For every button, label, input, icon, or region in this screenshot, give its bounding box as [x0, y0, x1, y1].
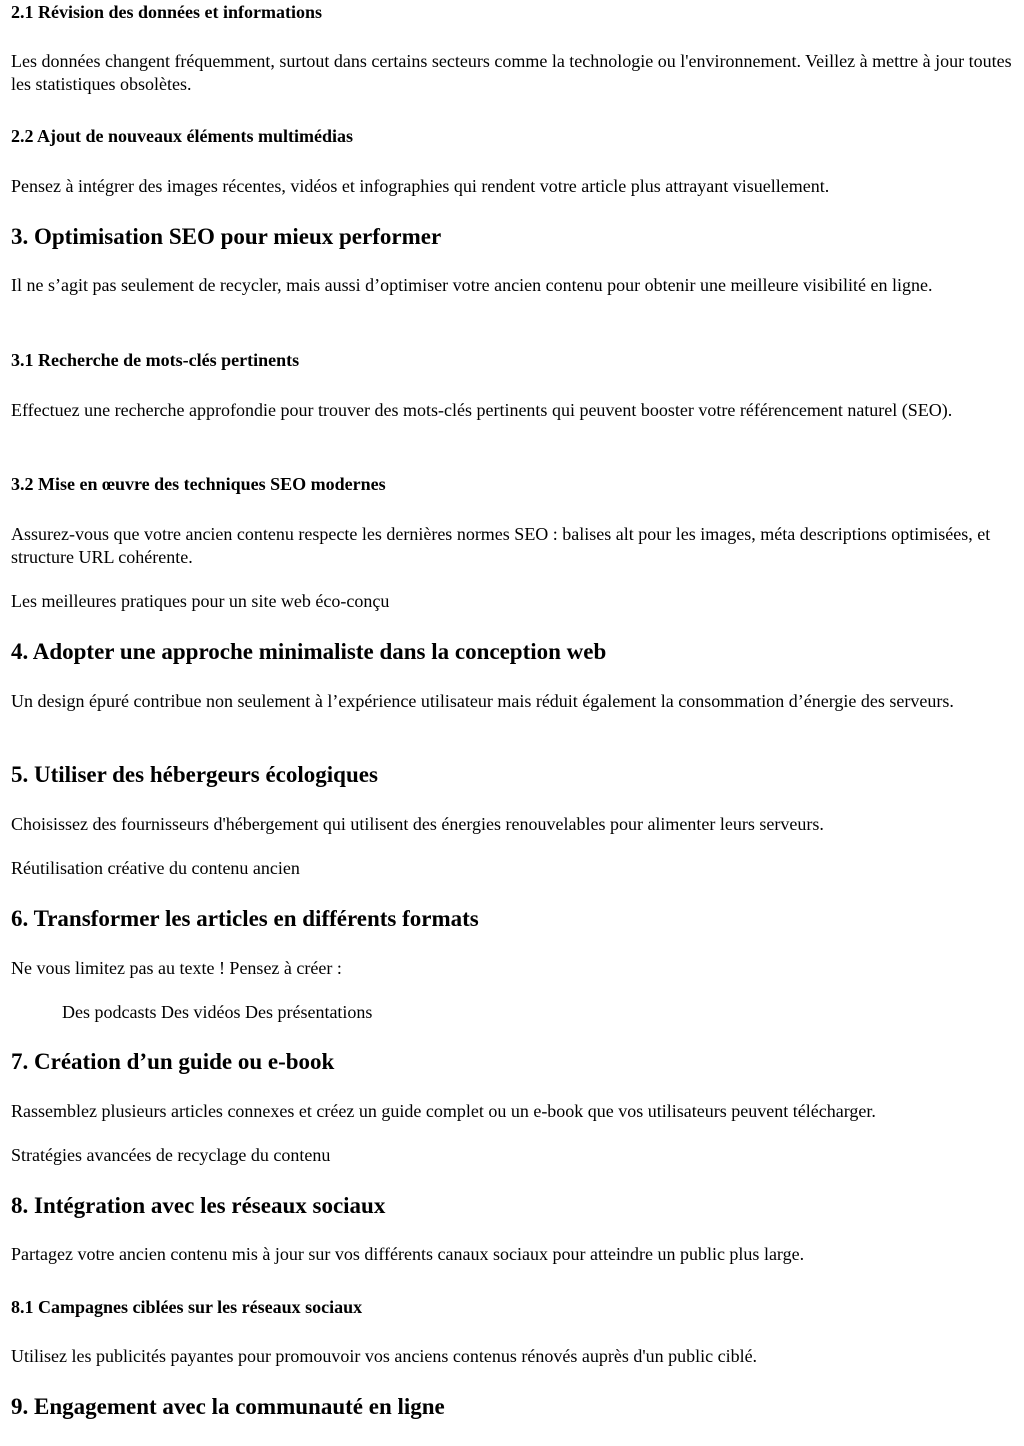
section-text-2-2: Pensez à intégrer des images récentes, vidéos et infographies qui rendent votre article plus attrayant visuellement. [11, 176, 830, 196]
section-text-6: Ne vous limitez pas au texte ! Pensez à créer : [11, 958, 342, 978]
section-heading-3-2: 3.2 Mise en œuvre des techniques SEO modernes [11, 474, 386, 494]
section-heading-8-1: 8.1 Campagnes ciblées sur les réseaux sociaux [11, 1297, 363, 1317]
section-text-3-2: Assurez-vous que votre ancien contenu respecte les dernières normes SEO : balises alt pour les images, méta descriptions optimisées, et structure URL cohérente. [11, 524, 991, 567]
section-heading-8: 8. Intégration avec les réseaux sociaux [11, 1193, 386, 1218]
section-text-3: Il ne s’agit pas seulement de recycler, mais aussi d’optimiser votre ancien contenu pour obtenir une meilleure visibilité en ligne. [11, 275, 933, 295]
section-heading-2-1: 2.1 Révision des données et informations [11, 2, 323, 22]
section-heading-6: 6. Transformer les articles en différents formats [11, 906, 479, 931]
section-text-5: Choisissez des fournisseurs d'hébergement qui utilisent des énergies renouvelables pour alimenter leurs serveurs. [11, 814, 824, 834]
section-heading-4: 4. Adopter une approche minimaliste dans la conception web [11, 639, 607, 664]
formats-list: Des podcasts Des vidéos Des présentations [62, 1002, 373, 1022]
section-text-2-1: Les données changent fréquemment, surtout dans certains secteurs comme la technologie ou l'environnement. Veillez à mettre à jour toutes les statistiques obsolètes. [11, 51, 1012, 94]
eco-design-title: Les meilleures pratiques pour un site web éco-conçu [11, 591, 390, 611]
section-heading-9: 9. Engagement avec la communauté en ligne [11, 1394, 445, 1419]
section-text-8: Partagez votre ancien contenu mis à jour sur vos différents canaux sociaux pour atteindre un public plus large. [11, 1244, 805, 1264]
section-text-8-1: Utilisez les publicités payantes pour promouvoir vos anciens contenus rénovés auprès d'un public ciblé. [11, 1346, 758, 1366]
section-heading-3-1: 3.1 Recherche de mots-clés pertinents [11, 350, 300, 370]
section-heading-5: 5. Utiliser des hébergeurs écologiques [11, 762, 378, 787]
section-heading-3: 3. Optimisation SEO pour mieux performer [11, 224, 442, 249]
section-text-7: Rassemblez plusieurs articles connexes et créez un guide complet ou un e-book que vos utilisateurs peuvent télécharger. [11, 1101, 876, 1121]
section-heading-2-2: 2.2 Ajout de nouveaux éléments multimédias [11, 126, 353, 146]
advanced-strategies-title: Stratégies avancées de recyclage du contenu [11, 1145, 331, 1165]
reuse-title: Réutilisation créative du contenu ancien [11, 858, 300, 878]
section-text-4: Un design épuré contribue non seulement à l’expérience utilisateur mais réduit également la consommation d’énergie des serveurs. [11, 691, 954, 711]
section-text-3-1: Effectuez une recherche approfondie pour trouver des mots-clés pertinents qui peuvent booster votre référencement naturel (SEO). [11, 400, 953, 420]
section-heading-7: 7. Création d’un guide ou e-book [11, 1049, 335, 1074]
